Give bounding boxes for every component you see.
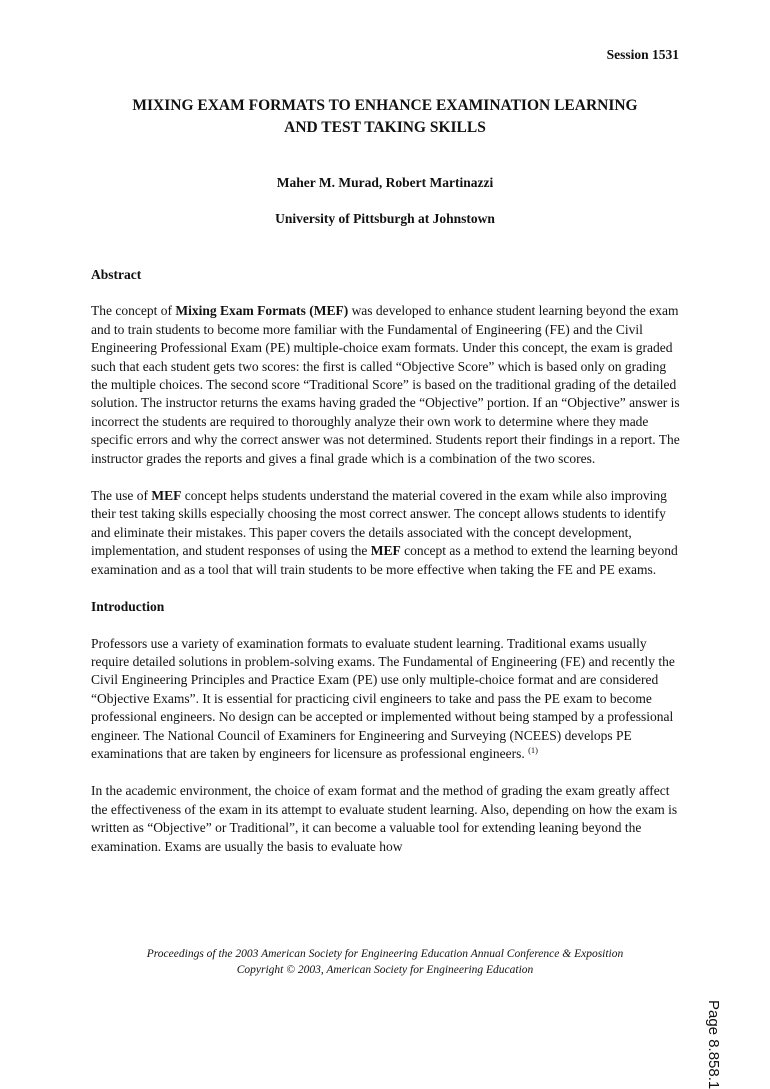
affiliation: University of Pittsburgh at Johnstown	[275, 211, 495, 226]
introduction-paragraph-1	[91, 635, 683, 764]
text-run: was developed to enhance student learning beyond the exam and to train students to become more familiar with the Fundamental of Engineering (FE) and the Civil Engineering Professional Exam (PE) multiple-choice exam formats. Under this concept, the exam is graded such that each student gets two scores: the first is called “Objective Score” which is based only on grading the multiple choices. The second score “Traditional Score” is based on the traditional grading of the detailed solution. The instructor returns the exams having graded the “Objective” portion. If an “Objective” answer is incorrect the students are required to thoroughly analyze their own work to determine where they made specific errors and why the correct answer was not determined. Students report their findings in a report. The instructor grades the reports and gives a final grade which is a combination of the two scores.	[91, 303, 680, 466]
reference-marker: (1)	[528, 744, 539, 755]
text-run: Professors use a variety of examination formats to evaluate student learning. Traditional exams usually require detailed solutions in problem-solving exams. The Fundamental of Engineering (FE) and recently the Civil Engineering Principles and Practice Exam (PE) use only multiple-choice format and are considered “Objective Exams”. It is essential for practicing civil engineers to take and pass the PE exam to become professional engineers. No design can be accepted or implemented without being stamped by a professional engineer. The National Council of Examiners for Engineering and Surveying (NCEES) develops PE examinations that are taken by engineers for licensure as professional engineers.	[91, 635, 675, 761]
session-label: Session 1531	[606, 47, 679, 62]
footer-proceedings: Proceedings of the 2003 American Society for Engineering Education Annual Conference & Exposition	[146, 948, 624, 960]
abstract-paragraph-1	[91, 302, 683, 468]
bold-term: MEF	[151, 488, 182, 504]
page-footer	[60, 946, 710, 978]
introduction-paragraph-2: In the academic environment, the choice of exam format and the method of grading the exam greatly affect the effectiveness of the exam in its attempt to evaluate student learning. Also, depending on how the exam is written as “Objective” or Traditional”, it can become a valuable tool for extending leaning beyond the examination. Exams are usually the basis to evaluate how	[91, 783, 678, 854]
author-list: Maher M. Murad, Robert Martinazzi	[276, 175, 494, 190]
title-line-1: MIXING EXAM FORMATS TO ENHANCE EXAMINATION LEARNING	[132, 97, 638, 114]
paper-body	[91, 266, 683, 856]
page-number: Page 8.858.1	[705, 1000, 722, 1089]
text-run: concept helps students understand the material covered in the exam while also improving their test taking skills especially choosing the most correct answer. The concept allows students to identify and eliminate their mistakes. This paper covers the details associated with the concept development, implementation, and student responses of using the	[91, 488, 667, 559]
bold-term: Mixing Exam Formats (MEF)	[175, 303, 349, 319]
title-line-2: AND TEST TAKING SKILLS	[284, 119, 486, 136]
text-run: concept as a method to extend the learning beyond examination and as a tool that will train students to be more effective when taking the FE and PE exams.	[91, 543, 678, 577]
footer-copyright: Copyright © 2003, American Society for Engineering Education	[236, 964, 534, 976]
bold-term: MEF	[370, 543, 401, 559]
paper-title	[60, 95, 710, 139]
abstract-heading: Abstract	[91, 267, 142, 282]
introduction-heading: Introduction	[91, 599, 165, 615]
text-run: The use of	[91, 488, 152, 504]
text-run: The concept of	[91, 303, 176, 319]
abstract-paragraph-2	[91, 487, 683, 579]
